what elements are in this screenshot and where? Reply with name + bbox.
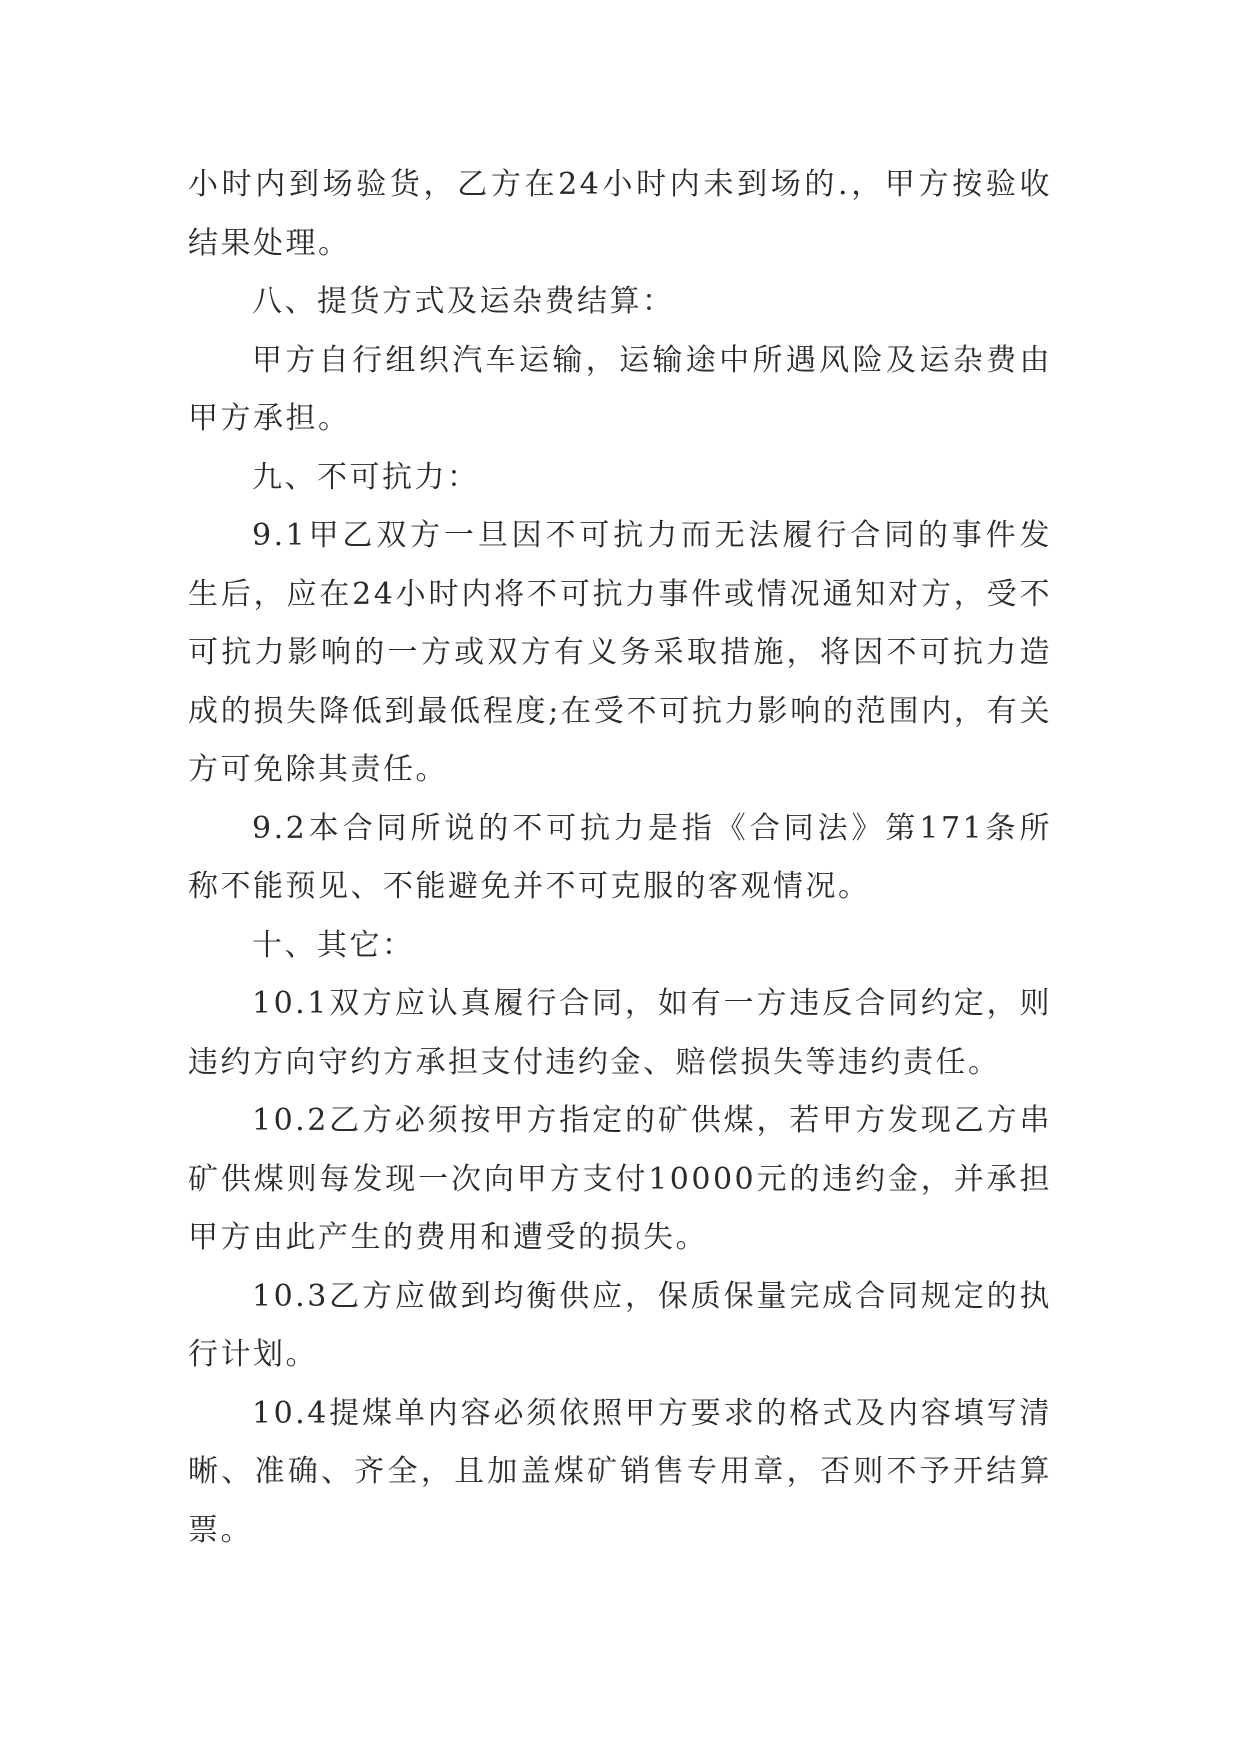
clause-10-2: 10.2乙方必须按甲方指定的矿供煤，若甲方发现乙方串矿供煤则每发现一次向甲方支付10000元的违约金，并承担甲方由此产生的费用和遭受的损失。 <box>188 1103 1052 1255</box>
section-heading-other: 十、其它： <box>252 927 415 963</box>
paragraph-continuation: 小时内到场验货，乙方在24小时内未到场的.，甲方按验收结果处理。 <box>188 167 1052 261</box>
document-body <box>188 156 1052 1560</box>
section-heading-force-majeure: 九、不可抗力： <box>252 459 480 495</box>
paragraph-delivery: 甲方自行组织汽车运输，运输途中所遇风险及运杂费由甲方承担。 <box>188 342 1052 436</box>
clause-9-2: 9.2本合同所说的不可抗力是指《合同法》第171条所称不能预见、不能避免并不可克服的客观情况。 <box>188 810 1052 904</box>
clause-10-4: 10.4提煤单内容必须依照甲方要求的格式及内容填写清晰、准确、齐全，且加盖煤矿销售专用章，否则不予开结算票。 <box>188 1395 1052 1548</box>
section-heading-delivery: 八、提货方式及运杂费结算： <box>252 284 675 319</box>
clause-10-3: 10.3乙方应做到均衡供应，保质保量完成合同规定的执行计划。 <box>188 1278 1052 1372</box>
clause-9-1: 9.1甲乙双方一旦因不可抗力而无法履行合同的事件发生后，应在24小时内将不可抗力事件或情况通知对方，受不可抗力影响的一方或双方有义务采取措施，将因不可抗力造成的损失降低到最低程度;在受不可抗力影响的范围内，有关方可免除其责任。 <box>188 518 1052 787</box>
clause-10-1: 10.1双方应认真履行合同，如有一方违反合同约定，则违约方向守约方承担支付违约金、赔偿损失等违约责任。 <box>188 986 1052 1080</box>
